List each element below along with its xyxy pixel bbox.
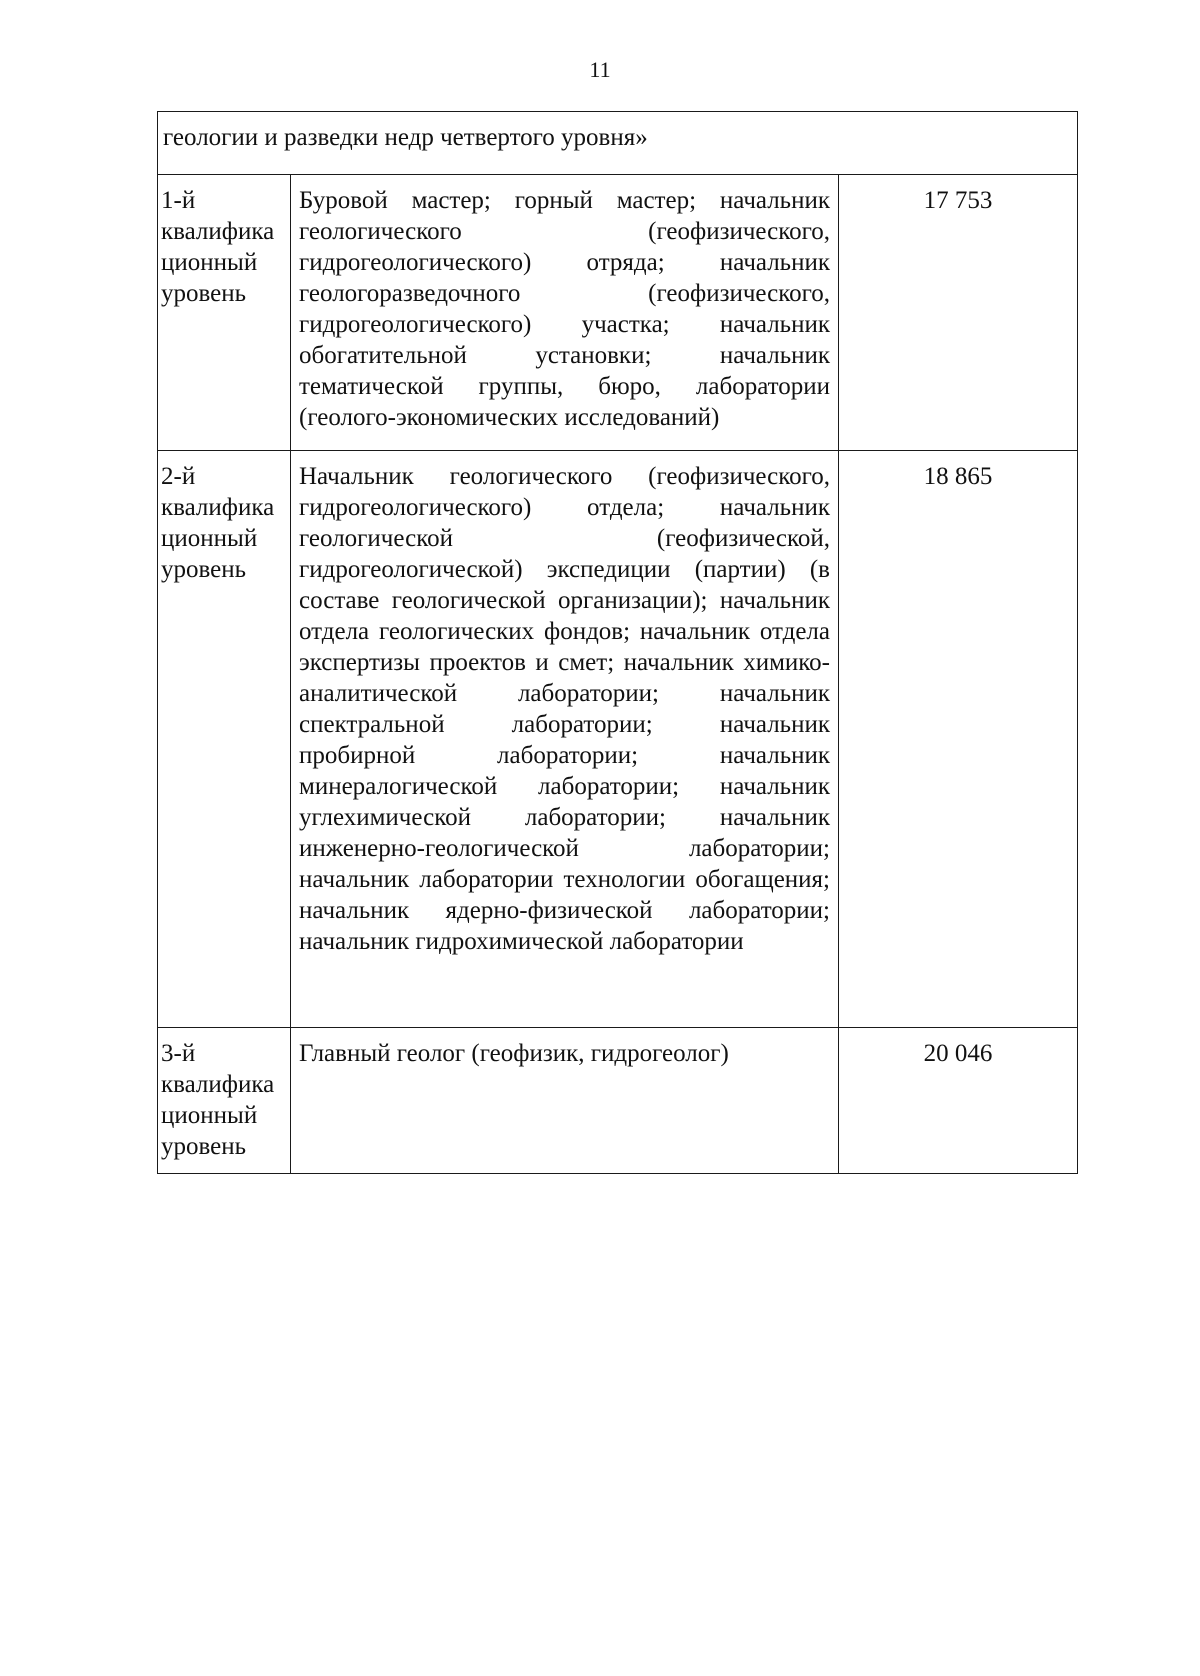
- qualification-level-cell: 1-й квалифика ционный уровень: [158, 175, 291, 451]
- table-row: [158, 451, 1078, 1028]
- qualification-level-cell: 3-й квалифика ционный уровень: [158, 1028, 291, 1174]
- salary-table: [157, 111, 1078, 1174]
- salary-cell: 20 046: [839, 1028, 1078, 1174]
- page-number: 11: [589, 57, 611, 82]
- salary-cell: 17 753: [839, 175, 1078, 451]
- salary-cell: 18 865: [839, 451, 1078, 1028]
- qualification-level-cell: 2-й квалифика ционный уровень: [158, 451, 291, 1028]
- table-row: [158, 1028, 1078, 1174]
- positions-cell: Начальник геологического (геофизического, гидрогеологического) отдела; начальник геологической (геофизической, гидрогеологической) экспедиции (партии) (в составе геологической организации); начальник отдела геологических фондов; начальник отдела экспертизы проектов и смет; начальник химико- аналитической лаборатории; начальник спектральной лаборатории; начальник пробирной лаборатории; начальник минералогической лаборатории; начальник углехимической лаборатории; начальник инженерно-геологической лаборатории; начальник лаборатории технологии обогащения; начальник ядерно-физической лаборатории; начальник гидрохимической лаборатории: [291, 451, 839, 1028]
- continuation-cell: геологии и разведки недр четвертого уровня»: [158, 112, 1078, 175]
- positions-cell: Буровой мастер; горный мастер; начальник геологического (геофизического, гидрогеологического) отряда; начальник геологоразведочного (геофизического, гидрогеологического) участка; начальник обогатительной установки; начальник тематической группы, бюро, лаборатории (геолого-экономических исследований): [291, 175, 839, 451]
- table-row: [158, 175, 1078, 451]
- positions-cell: Главный геолог (геофизик, гидрогеолог): [291, 1028, 839, 1174]
- table-continuation-row: [158, 112, 1078, 175]
